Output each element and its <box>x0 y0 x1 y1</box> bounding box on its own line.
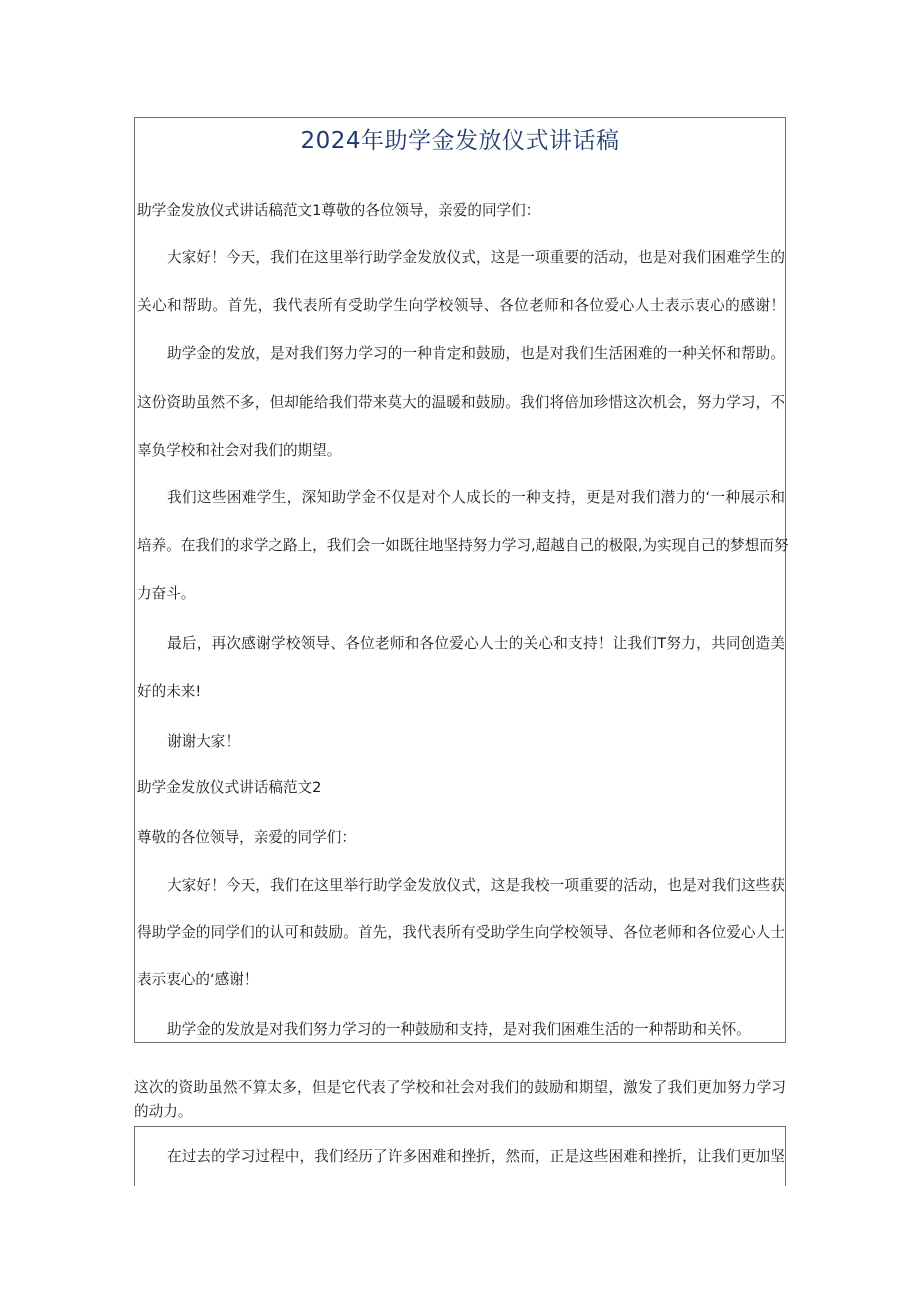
paragraph-line: 大家好！今天，我们在这里举行助学金发放仪式，这是我校一项重要的活动，也是对我们这些获 <box>167 877 785 894</box>
paragraph-line: 表示衷心的‘感谢！ <box>137 971 259 988</box>
document-title: 2024年助学金发放仪式讲话稿 <box>300 128 620 154</box>
paragraph-line: 辜负学校和社会对我们的期望。 <box>137 442 342 459</box>
section-heading: 助学金发放仪式讲话稿范文2 <box>137 779 322 796</box>
paragraph-line: 这次的资助虽然不算太多，但是它代表了学校和社会对我们的鼓励和期望，激发了我们更加努力学习 <box>134 1079 786 1096</box>
paragraph-line: 关心和帮助。首先，我代表所有受助学生向学校领导、各位老师和各位爱心人士表示衷心的感谢！ <box>137 297 785 314</box>
paragraph-line: 这份资助虽然不多，但却能给我们带来莫大的温暖和鼓励。我们将倍加珍惜这次机会，努力学习，不 <box>137 394 785 411</box>
paragraph-line: 培养。在我们的求学之路上，我们会一如既往地坚持努力学习,超越自己的极限,为实现自己的梦想而努 <box>137 537 789 554</box>
paragraph-line: 的动力。 <box>134 1103 193 1120</box>
paragraph-line: 我们这些困难学生，深知助学金不仅是对个人成长的一种支持，更是对我们潜力的‘一种展示和 <box>167 489 785 506</box>
paragraph-line: 助学金的发放，是对我们努力学习的一种肯定和鼓励，也是对我们生活困难的一种关怀和帮助。 <box>167 345 785 362</box>
paragraph-line: 谢谢大家！ <box>167 733 240 750</box>
paragraph-line: 助学金发放仪式讲话稿范文1尊敬的各位领导，亲爱的同学们： <box>137 202 541 219</box>
paragraph-line: 在过去的学习过程中，我们经历了许多困难和挫折，然而，正是这些困难和挫折，让我们更加坚 <box>167 1148 785 1165</box>
paragraph-line: 最后，再次感谢学校领导、各位老师和各位爱心人士的关心和支持！让我们T努力，共同创造美 <box>167 635 785 652</box>
paragraph-line: 尊敬的各位领导，亲爱的同学们： <box>137 829 356 846</box>
paragraph-line: 力奋斗。 <box>137 585 196 602</box>
paragraph-line: 大家好！今天，我们在这里举行助学金发放仪式，这是一项重要的活动，也是对我们困难学生的 <box>167 249 785 266</box>
paragraph-line: 得助学金的同学们的认可和鼓励。首先，我代表所有受助学生向学校领导、各位老师和各位爱心人士 <box>137 924 785 941</box>
paragraph-line: 助学金的发放是对我们努力学习的一种鼓励和支持，是对我们困难生活的一种帮助和关怀。 <box>167 1021 751 1038</box>
paragraph-line: 好的未来! <box>137 683 202 700</box>
